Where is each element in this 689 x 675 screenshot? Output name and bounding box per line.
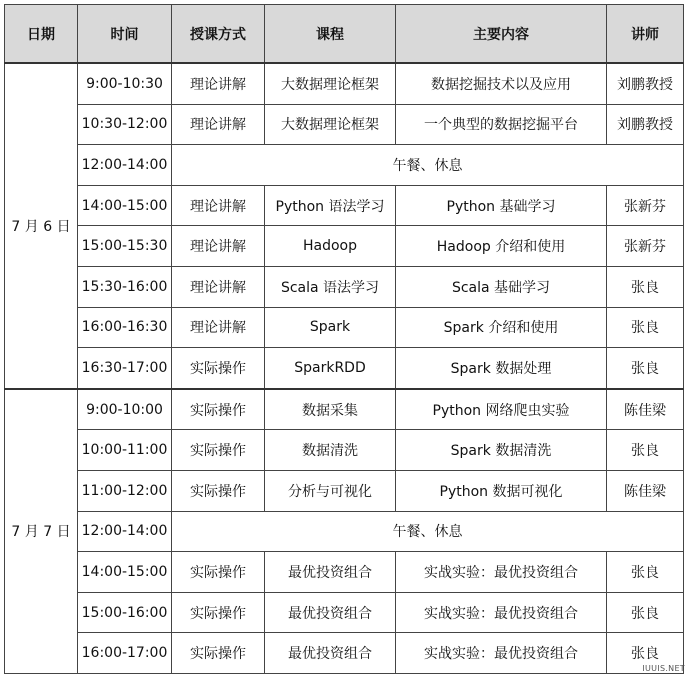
- teacher-cell: 陈佳梁: [607, 389, 684, 430]
- date-cell-day2: 7 月 7 日: [5, 389, 78, 674]
- content-cell: Scala 基础学习: [396, 266, 607, 307]
- header-teacher: 讲师: [607, 5, 684, 64]
- mode-cell: 实际操作: [172, 348, 265, 389]
- content-cell: 数据挖掘技术以及应用: [396, 63, 607, 104]
- course-cell: SparkRDD: [265, 348, 396, 389]
- header-time: 时间: [78, 5, 172, 64]
- mode-cell: 理论讲解: [172, 226, 265, 267]
- time-cell: 15:00-15:30: [78, 226, 172, 267]
- header-course: 课程: [265, 5, 396, 64]
- table-row: [5, 633, 684, 674]
- content-cell: 实战实验：最优投资组合: [396, 633, 607, 674]
- course-cell: 数据采集: [265, 389, 396, 430]
- table-row: [5, 104, 684, 145]
- content-cell: 一个典型的数据挖掘平台: [396, 104, 607, 145]
- table-row: [5, 389, 684, 430]
- header-content: 主要内容: [396, 5, 607, 64]
- time-cell: 10:00-11:00: [78, 430, 172, 471]
- teacher-cell: 张良: [607, 348, 684, 389]
- teacher-cell: 刘鹏教授: [607, 104, 684, 145]
- course-cell: 最优投资组合: [265, 552, 396, 593]
- header-date: 日期: [5, 5, 78, 64]
- teacher-cell: 张良: [607, 552, 684, 593]
- content-cell: Hadoop 介绍和使用: [396, 226, 607, 267]
- course-cell: Hadoop: [265, 226, 396, 267]
- content-cell: Spark 介绍和使用: [396, 307, 607, 348]
- teacher-cell: 刘鹏教授: [607, 63, 684, 104]
- table-row: [5, 348, 684, 389]
- time-cell: 16:00-16:30: [78, 307, 172, 348]
- course-cell: 最优投资组合: [265, 592, 396, 633]
- teacher-cell: 张良: [607, 430, 684, 471]
- time-cell: 16:00-17:00: [78, 633, 172, 674]
- mode-cell: 理论讲解: [172, 266, 265, 307]
- teacher-cell: 张新芬: [607, 185, 684, 226]
- teacher-cell: 陈佳梁: [607, 470, 684, 511]
- break-cell: 午餐、休息: [172, 145, 684, 186]
- mode-cell: 实际操作: [172, 389, 265, 430]
- header-row: [5, 5, 684, 64]
- date-cell-day1: 7 月 6 日: [5, 63, 78, 389]
- course-cell: Python 语法学习: [265, 185, 396, 226]
- mode-cell: 实际操作: [172, 430, 265, 471]
- content-cell: Python 数据可视化: [396, 470, 607, 511]
- time-cell: 12:00-14:00: [78, 511, 172, 552]
- course-cell: Spark: [265, 307, 396, 348]
- table-row: [5, 470, 684, 511]
- course-cell: 大数据理论框架: [265, 104, 396, 145]
- watermark: IUUIS.NET: [642, 664, 685, 673]
- course-cell: 数据清洗: [265, 430, 396, 471]
- time-cell: 15:00-16:00: [78, 592, 172, 633]
- table-row-break: [5, 145, 684, 186]
- time-cell: 10:30-12:00: [78, 104, 172, 145]
- course-cell: Scala 语法学习: [265, 266, 396, 307]
- teacher-cell: 张良: [607, 633, 684, 674]
- table-body: [5, 63, 684, 673]
- table-header: [5, 5, 684, 64]
- table-row: [5, 63, 684, 104]
- content-cell: Python 基础学习: [396, 185, 607, 226]
- course-cell: 大数据理论框架: [265, 63, 396, 104]
- time-cell: 14:00-15:00: [78, 185, 172, 226]
- mode-cell: 实际操作: [172, 470, 265, 511]
- table-row: [5, 552, 684, 593]
- break-cell: 午餐、休息: [172, 511, 684, 552]
- course-cell: 分析与可视化: [265, 470, 396, 511]
- time-cell: 16:30-17:00: [78, 348, 172, 389]
- table-row: [5, 226, 684, 267]
- content-cell: 实战实验：最优投资组合: [396, 552, 607, 593]
- table-row: [5, 592, 684, 633]
- table-row-break: [5, 511, 684, 552]
- teacher-cell: 张良: [607, 266, 684, 307]
- table-row: [5, 185, 684, 226]
- teacher-cell: 张良: [607, 592, 684, 633]
- mode-cell: 实际操作: [172, 552, 265, 593]
- mode-cell: 实际操作: [172, 633, 265, 674]
- mode-cell: 理论讲解: [172, 307, 265, 348]
- teacher-cell: 张新芬: [607, 226, 684, 267]
- content-cell: Spark 数据处理: [396, 348, 607, 389]
- header-mode: 授课方式: [172, 5, 265, 64]
- time-cell: 12:00-14:00: [78, 145, 172, 186]
- teacher-cell: 张良: [607, 307, 684, 348]
- table-row: [5, 307, 684, 348]
- table-row: [5, 430, 684, 471]
- time-cell: 14:00-15:00: [78, 552, 172, 593]
- mode-cell: 理论讲解: [172, 104, 265, 145]
- time-cell: 9:00-10:00: [78, 389, 172, 430]
- table-row: [5, 266, 684, 307]
- time-cell: 15:30-16:00: [78, 266, 172, 307]
- time-cell: 9:00-10:30: [78, 63, 172, 104]
- schedule-table: [4, 4, 684, 674]
- course-cell: 最优投资组合: [265, 633, 396, 674]
- content-cell: Spark 数据清洗: [396, 430, 607, 471]
- content-cell: Python 网络爬虫实验: [396, 389, 607, 430]
- time-cell: 11:00-12:00: [78, 470, 172, 511]
- mode-cell: 理论讲解: [172, 185, 265, 226]
- mode-cell: 实际操作: [172, 592, 265, 633]
- mode-cell: 理论讲解: [172, 63, 265, 104]
- content-cell: 实战实验：最优投资组合: [396, 592, 607, 633]
